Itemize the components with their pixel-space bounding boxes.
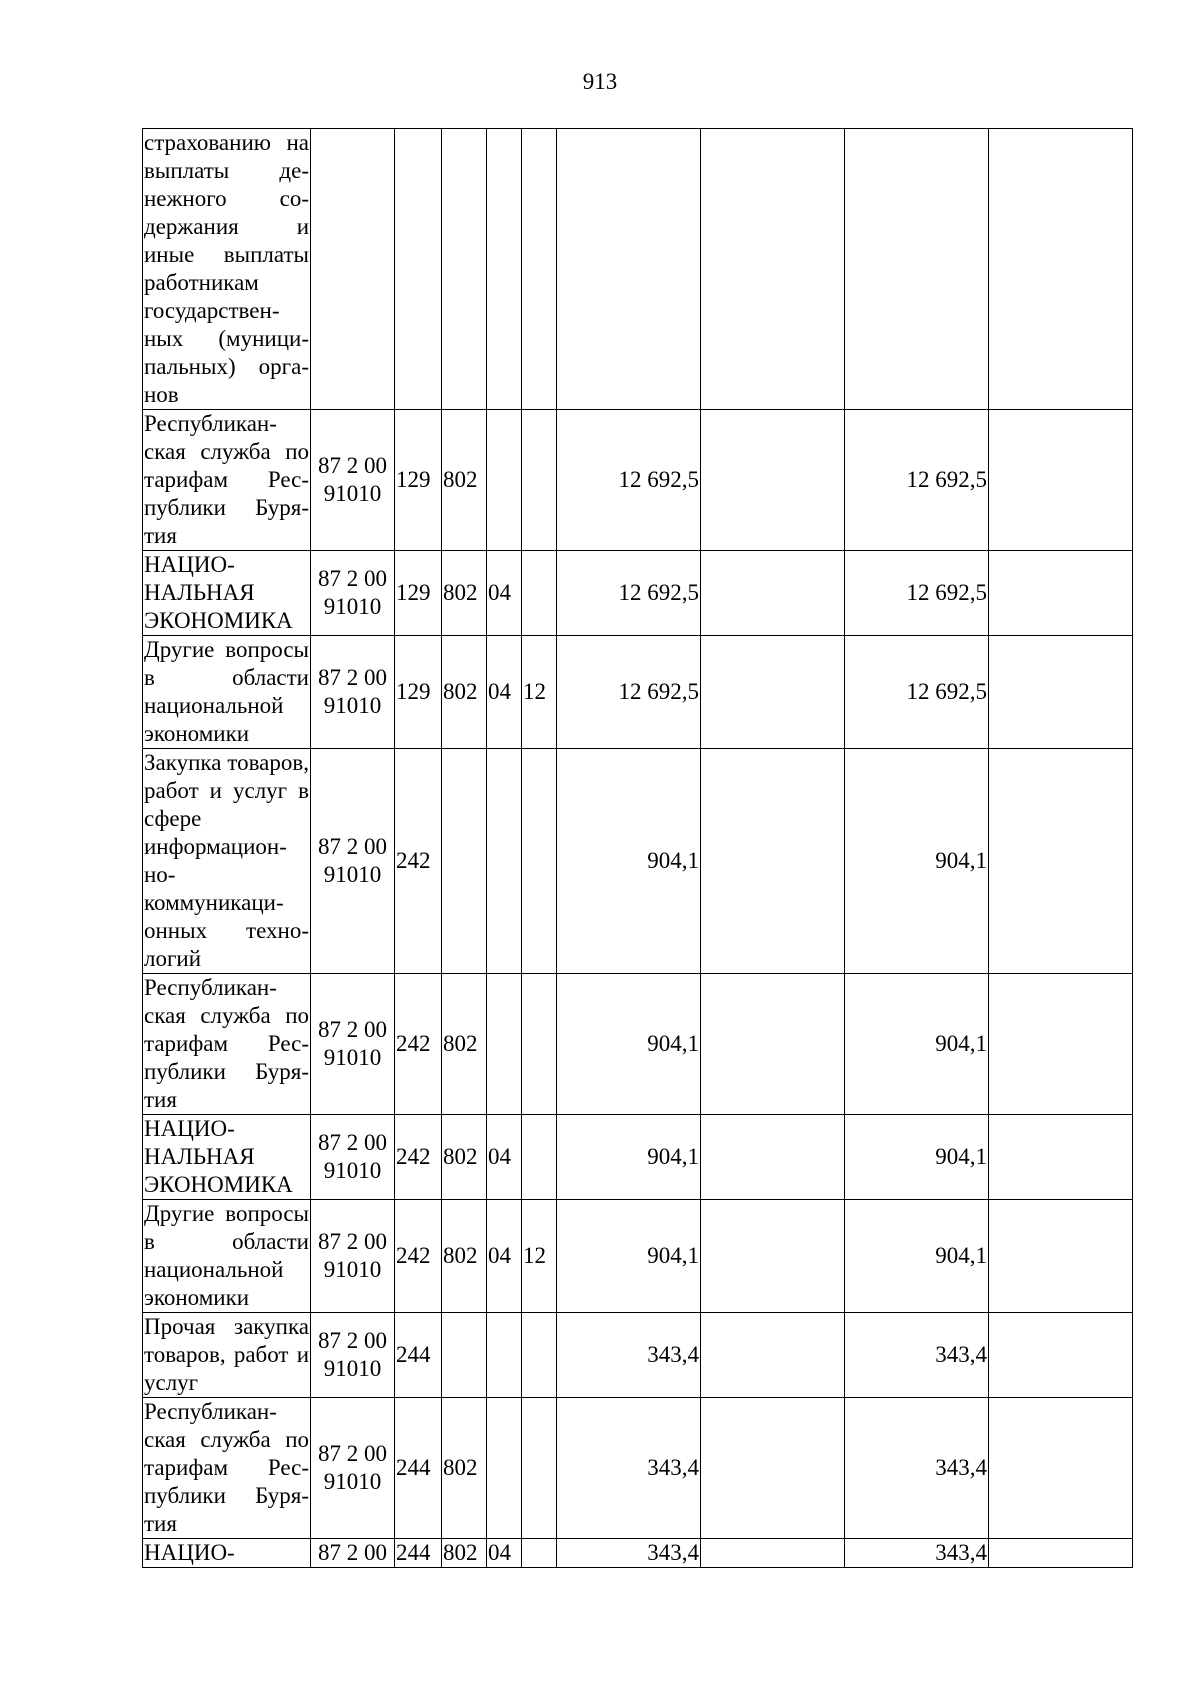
amount-col-3: 343,4 — [845, 1398, 989, 1539]
amount-col-4 — [989, 1313, 1133, 1398]
amount-col-3 — [845, 129, 989, 410]
amount-col-2 — [701, 749, 845, 974]
amount-total: 343,4 — [557, 1313, 701, 1398]
expense-type-code — [395, 129, 442, 410]
amount-col-4 — [989, 749, 1133, 974]
table-row — [143, 551, 1133, 636]
amount-col-2 — [701, 1398, 845, 1539]
row-name: Республиканская служба по тарифам Республики Бурятия — [143, 974, 311, 1115]
target-article-code: 87 2 00 91010 — [311, 1313, 395, 1398]
ministry-code: 802 — [442, 1539, 487, 1568]
section-code: 04 — [487, 1539, 522, 1568]
row-name: Прочая закупка товаров, работ и услуг — [143, 1313, 311, 1398]
row-name: Республиканская служба по тарифам Республики Бурятия — [143, 1398, 311, 1539]
amount-total: 904,1 — [557, 1115, 701, 1200]
amount-col-3: 343,4 — [845, 1313, 989, 1398]
amount-total: 343,4 — [557, 1539, 701, 1568]
ministry-code: 802 — [442, 1115, 487, 1200]
section-code — [487, 129, 522, 410]
amount-col-3: 343,4 — [845, 1539, 989, 1568]
target-article-code: 87 2 00 91010 — [311, 636, 395, 749]
amount-total: 12 692,5 — [557, 636, 701, 749]
row-name: Закупка товаров, работ и услуг в сфере информационно-коммуникационных технологий — [143, 749, 311, 974]
target-article-code: 87 2 00 91010 — [311, 551, 395, 636]
table-row — [143, 1398, 1133, 1539]
amount-total: 12 692,5 — [557, 410, 701, 551]
table-row — [143, 410, 1133, 551]
amount-total: 343,4 — [557, 1398, 701, 1539]
subsection-code — [522, 974, 557, 1115]
amount-total: 904,1 — [557, 974, 701, 1115]
section-code — [487, 749, 522, 974]
amount-total: 904,1 — [557, 1200, 701, 1313]
row-name: Другие вопросы в области национальной экономики — [143, 1200, 311, 1313]
ministry-code: 802 — [442, 1200, 487, 1313]
amount-col-3: 12 692,5 — [845, 410, 989, 551]
section-code: 04 — [487, 1200, 522, 1313]
subsection-code — [522, 551, 557, 636]
expense-type-code: 244 — [395, 1539, 442, 1568]
target-article-code: 87 2 00 — [311, 1539, 395, 1568]
table-row — [143, 1115, 1133, 1200]
target-article-code: 87 2 00 91010 — [311, 749, 395, 974]
expense-type-code: 244 — [395, 1313, 442, 1398]
table-row — [143, 636, 1133, 749]
section-code: 04 — [487, 636, 522, 749]
amount-col-4 — [989, 410, 1133, 551]
section-code — [487, 1313, 522, 1398]
amount-col-4 — [989, 974, 1133, 1115]
row-name: Республиканская служба по тарифам Республики Бурятия — [143, 410, 311, 551]
section-code — [487, 974, 522, 1115]
amount-col-2 — [701, 410, 845, 551]
expense-type-code: 129 — [395, 636, 442, 749]
amount-col-2 — [701, 1200, 845, 1313]
table-row — [143, 749, 1133, 974]
target-article-code: 87 2 00 91010 — [311, 1115, 395, 1200]
row-name: Другие вопросы в области национальной экономики — [143, 636, 311, 749]
subsection-code — [522, 1398, 557, 1539]
amount-col-4 — [989, 1398, 1133, 1539]
row-name: НАЦИО- — [143, 1539, 311, 1568]
table-row — [143, 1539, 1133, 1568]
target-article-code: 87 2 00 91010 — [311, 1398, 395, 1539]
section-code: 04 — [487, 551, 522, 636]
expense-type-code: 242 — [395, 974, 442, 1115]
amount-col-3: 904,1 — [845, 749, 989, 974]
amount-col-3: 904,1 — [845, 1200, 989, 1313]
expense-type-code: 129 — [395, 551, 442, 636]
subsection-code: 12 — [522, 1200, 557, 1313]
amount-col-4 — [989, 129, 1133, 410]
subsection-code: 12 — [522, 636, 557, 749]
table-row — [143, 974, 1133, 1115]
expense-type-code: 242 — [395, 749, 442, 974]
amount-col-4 — [989, 1115, 1133, 1200]
table-row — [143, 1313, 1133, 1398]
amount-col-4 — [989, 1200, 1133, 1313]
ministry-code: 802 — [442, 636, 487, 749]
subsection-code — [522, 1539, 557, 1568]
ministry-code — [442, 129, 487, 410]
amount-col-2 — [701, 129, 845, 410]
ministry-code: 802 — [442, 974, 487, 1115]
ministry-code: 802 — [442, 410, 487, 551]
target-article-code: 87 2 00 91010 — [311, 974, 395, 1115]
amount-total — [557, 129, 701, 410]
section-code: 04 — [487, 1115, 522, 1200]
subsection-code — [522, 1313, 557, 1398]
expense-type-code: 129 — [395, 410, 442, 551]
amount-col-2 — [701, 1115, 845, 1200]
target-article-code — [311, 129, 395, 410]
amount-col-4 — [989, 551, 1133, 636]
amount-col-3: 904,1 — [845, 1115, 989, 1200]
amount-col-3: 12 692,5 — [845, 551, 989, 636]
subsection-code — [522, 1115, 557, 1200]
subsection-code — [522, 749, 557, 974]
subsection-code — [522, 129, 557, 410]
page-number: 913 — [582, 69, 618, 94]
row-name: НАЦИОНАЛЬНАЯ ЭКОНОМИКА — [143, 1115, 311, 1200]
row-name: НАЦИОНАЛЬНАЯ ЭКОНОМИКА — [143, 551, 311, 636]
section-code — [487, 1398, 522, 1539]
amount-total: 12 692,5 — [557, 551, 701, 636]
amount-col-3: 904,1 — [845, 974, 989, 1115]
amount-col-2 — [701, 551, 845, 636]
table-row — [143, 1200, 1133, 1313]
amount-col-2 — [701, 1313, 845, 1398]
ministry-code — [442, 1313, 487, 1398]
table-row — [143, 129, 1133, 410]
row-name: страхованию на выплаты денежного содержания и иные выплаты работникам государственных (муниципальных) органов — [143, 129, 311, 410]
expense-type-code: 242 — [395, 1115, 442, 1200]
target-article-code: 87 2 00 91010 — [311, 410, 395, 551]
ministry-code: 802 — [442, 551, 487, 636]
target-article-code: 87 2 00 91010 — [311, 1200, 395, 1313]
budget-table — [142, 128, 1133, 1568]
section-code — [487, 410, 522, 551]
ministry-code: 802 — [442, 1398, 487, 1539]
amount-col-2 — [701, 974, 845, 1115]
expense-type-code: 244 — [395, 1398, 442, 1539]
amount-col-2 — [701, 1539, 845, 1568]
ministry-code — [442, 749, 487, 974]
amount-col-2 — [701, 636, 845, 749]
amount-col-4 — [989, 636, 1133, 749]
amount-total: 904,1 — [557, 749, 701, 974]
amount-col-4 — [989, 1539, 1133, 1568]
subsection-code — [522, 410, 557, 551]
amount-col-3: 12 692,5 — [845, 636, 989, 749]
expense-type-code: 242 — [395, 1200, 442, 1313]
